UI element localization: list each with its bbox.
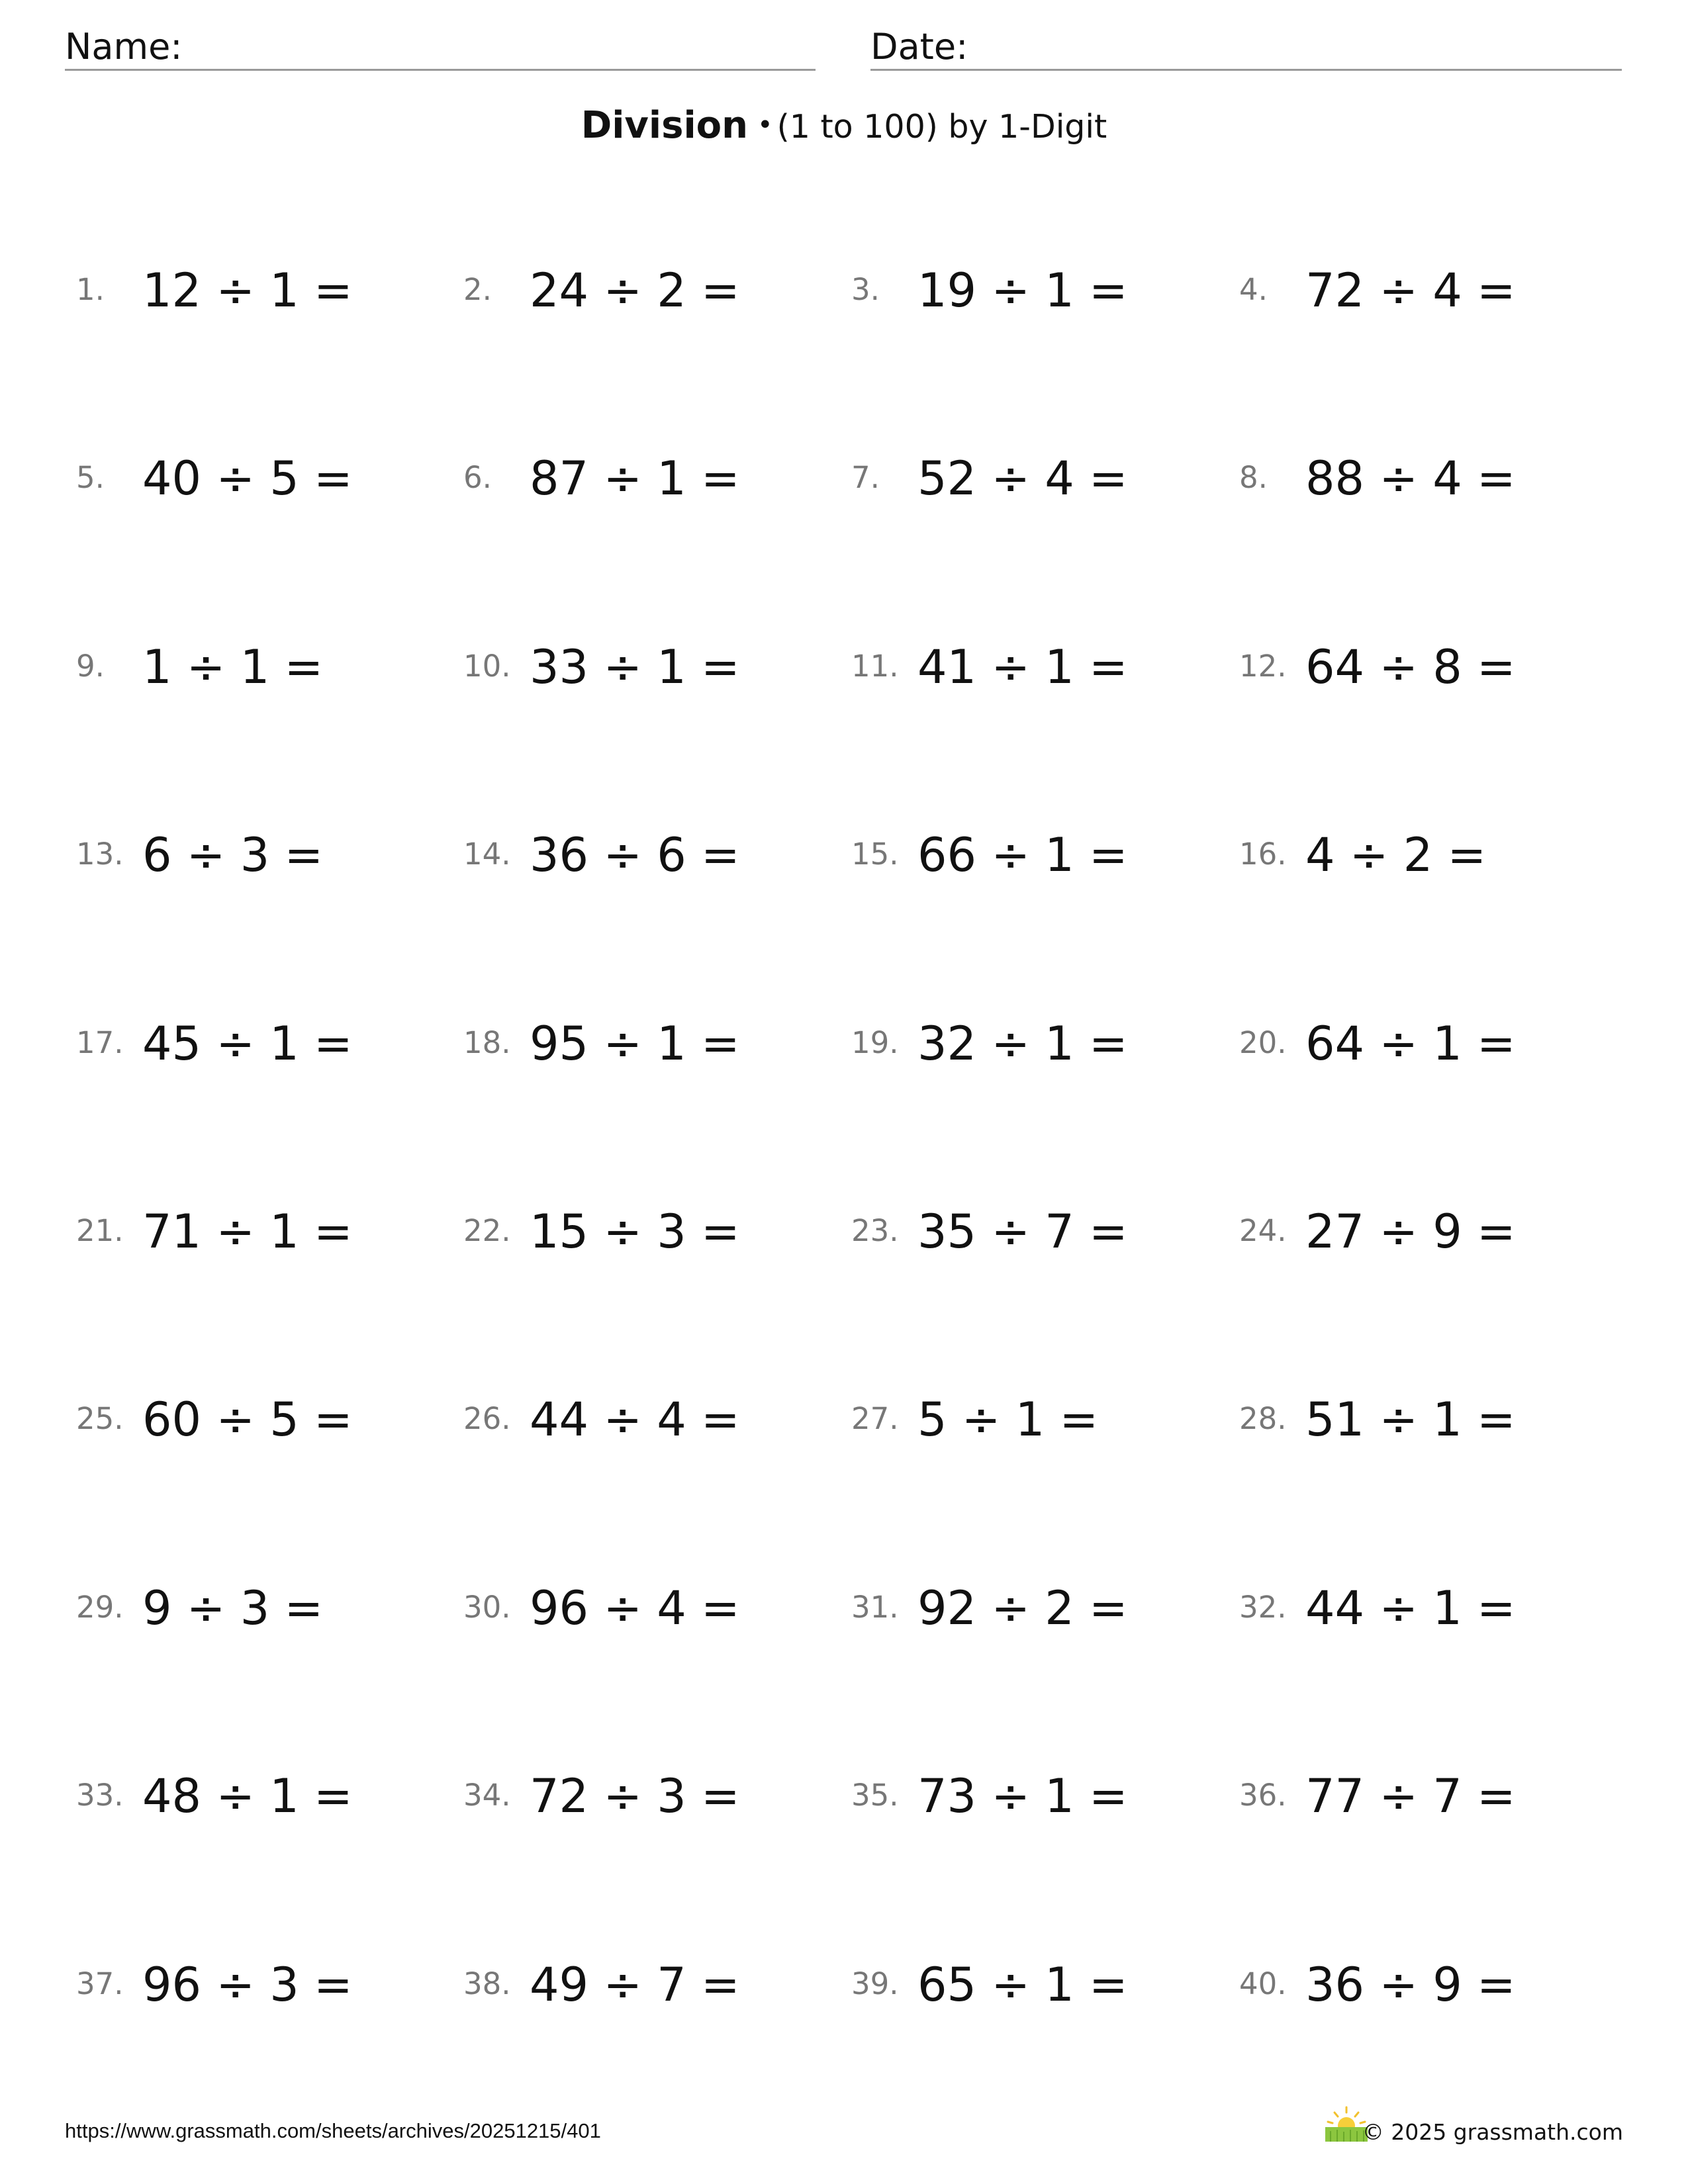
problem-number: 36. — [1239, 1778, 1287, 1813]
problem-equation: 41 ÷ 1 = — [917, 639, 1128, 694]
problem-number: 34. — [463, 1778, 511, 1813]
problem-equation: 15 ÷ 3 = — [530, 1205, 740, 1259]
problem-equation: 95 ÷ 1 = — [530, 1016, 740, 1071]
problem-equation: 36 ÷ 9 = — [1305, 1957, 1516, 2012]
problem-number: 29. — [76, 1589, 124, 1625]
problem-equation: 45 ÷ 1 = — [142, 1016, 353, 1071]
title-bullet: • — [757, 110, 773, 140]
date-field[interactable] — [870, 24, 1622, 71]
problem-number: 13. — [76, 837, 124, 872]
problem-number: 21. — [76, 1213, 124, 1248]
problem-number: 38. — [463, 1966, 511, 2001]
problem-equation: 73 ÷ 1 = — [917, 1769, 1128, 1824]
problem-number: 37. — [76, 1966, 124, 2001]
problem-number: 3. — [851, 272, 880, 307]
problem-equation: 49 ÷ 7 = — [530, 1957, 740, 2012]
problem-equation: 44 ÷ 1 = — [1305, 1580, 1516, 1635]
problem-number: 30. — [463, 1589, 511, 1625]
problem-number: 32. — [1239, 1589, 1287, 1625]
problem-equation: 9 ÷ 3 = — [142, 1580, 324, 1635]
problem-equation: 87 ÷ 1 = — [530, 451, 740, 506]
problem-number: 2. — [463, 272, 492, 307]
problem-number: 26. — [463, 1401, 511, 1437]
title-subtitle: (1 to 100) by 1-Digit — [776, 108, 1107, 146]
footer-url: https://www.grassmath.com/sheets/archives/20251215/401 — [65, 2119, 601, 2142]
problem-equation: 64 ÷ 1 = — [1305, 1016, 1516, 1071]
problem-equation: 64 ÷ 8 = — [1305, 639, 1516, 694]
problem-number: 12. — [1239, 648, 1287, 684]
problem-equation: 71 ÷ 1 = — [142, 1205, 353, 1259]
problem-number: 40. — [1239, 1966, 1287, 2001]
problem-number: 4. — [1239, 272, 1268, 307]
problem-equation: 52 ÷ 4 = — [917, 451, 1128, 506]
problem-number: 25. — [76, 1401, 124, 1437]
problem-number: 9. — [76, 648, 105, 684]
problem-number: 8. — [1239, 460, 1268, 496]
problem-equation: 12 ÷ 1 = — [142, 263, 353, 318]
problem-number: 35. — [851, 1778, 899, 1813]
name-label: Name: — [65, 26, 183, 68]
problem-number: 7. — [851, 460, 880, 496]
problem-equation: 36 ÷ 6 = — [530, 828, 740, 883]
problem-equation: 72 ÷ 4 = — [1305, 263, 1516, 318]
problem-equation: 5 ÷ 1 = — [917, 1392, 1099, 1447]
problem-number: 11. — [851, 648, 899, 684]
problem-number: 33. — [76, 1778, 124, 1813]
problem-number: 20. — [1239, 1024, 1287, 1060]
problem-number: 28. — [1239, 1401, 1287, 1437]
problem-equation: 72 ÷ 3 = — [530, 1769, 740, 1824]
problem-equation: 4 ÷ 2 = — [1305, 828, 1487, 883]
problem-equation: 1 ÷ 1 = — [142, 639, 324, 694]
worksheet-title — [0, 104, 1688, 147]
date-label: Date: — [870, 26, 968, 68]
problem-equation: 92 ÷ 2 = — [917, 1580, 1128, 1635]
problem-number: 27. — [851, 1401, 899, 1437]
problem-equation: 77 ÷ 7 = — [1305, 1769, 1516, 1824]
problem-number: 39. — [851, 1966, 899, 2001]
problem-number: 23. — [851, 1213, 899, 1248]
problem-equation: 44 ÷ 4 = — [530, 1392, 740, 1447]
problem-equation: 51 ÷ 1 = — [1305, 1392, 1516, 1447]
problem-number: 14. — [463, 837, 511, 872]
problem-equation: 66 ÷ 1 = — [917, 828, 1128, 883]
problem-equation: 19 ÷ 1 = — [917, 263, 1128, 318]
problem-number: 10. — [463, 648, 511, 684]
problem-equation: 96 ÷ 4 = — [530, 1580, 740, 1635]
problem-number: 19. — [851, 1024, 899, 1060]
problem-equation: 48 ÷ 1 = — [142, 1769, 353, 1824]
problem-number: 18. — [463, 1024, 511, 1060]
problem-equation: 6 ÷ 3 = — [142, 828, 324, 883]
problem-number: 1. — [76, 272, 105, 307]
problem-equation: 32 ÷ 1 = — [917, 1016, 1128, 1071]
problem-number: 31. — [851, 1589, 899, 1625]
problem-equation: 24 ÷ 2 = — [530, 263, 740, 318]
problem-equation: 35 ÷ 7 = — [917, 1205, 1128, 1259]
problem-equation: 65 ÷ 1 = — [917, 1957, 1128, 2012]
name-field[interactable] — [65, 24, 816, 71]
problem-number: 5. — [76, 460, 105, 496]
problem-equation: 27 ÷ 9 = — [1305, 1205, 1516, 1259]
problem-number: 6. — [463, 460, 492, 496]
problem-number: 22. — [463, 1213, 511, 1248]
problem-equation: 96 ÷ 3 = — [142, 1957, 353, 2012]
problem-number: 15. — [851, 837, 899, 872]
problem-equation: 33 ÷ 1 = — [530, 639, 740, 694]
problem-equation: 40 ÷ 5 = — [142, 451, 353, 506]
problem-number: 17. — [76, 1024, 124, 1060]
problem-number: 16. — [1239, 837, 1287, 872]
footer-copyright: © 2025 grassmath.com — [1362, 2119, 1623, 2145]
problem-equation: 60 ÷ 5 = — [142, 1392, 353, 1447]
problem-equation: 88 ÷ 4 = — [1305, 451, 1516, 506]
title-main: Division — [581, 104, 748, 147]
problem-number: 24. — [1239, 1213, 1287, 1248]
